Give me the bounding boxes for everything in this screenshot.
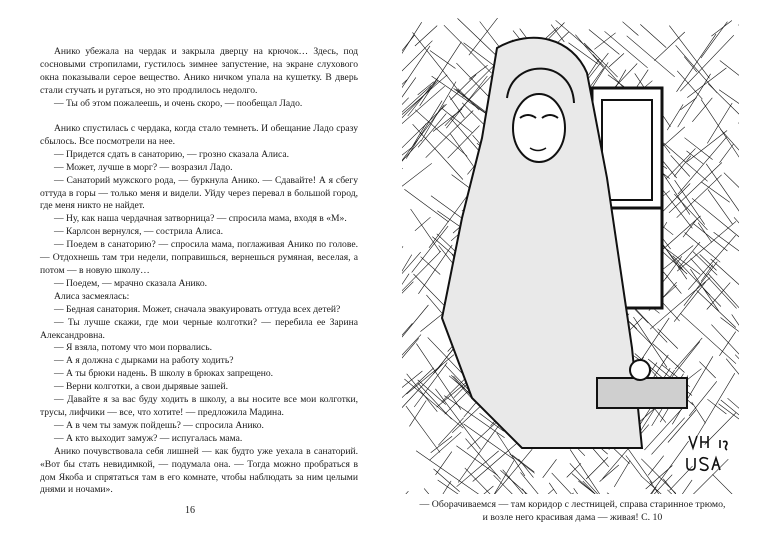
paragraph: — А в чем ты замуж пойдешь? — спросила Анико. <box>54 419 264 431</box>
paragraph: Анико убежала на чердак и закрыла дверцу на крючок… Здесь, под сосновыми стропилами, густилось зимнее запустение, на экране слухового окна показывали серое вещество. Анико ничком упала на кушетку. В дверь стали стучать и ругаться, но это продлилось недолго. <box>40 46 358 96</box>
caption-line: и возле него красивая дама — живая! С. 10 <box>482 511 663 523</box>
paragraph: — А я должна с дырками на работу ходить? <box>54 355 234 367</box>
paragraph: — Бедная санатория. Может, сначала эвакуировать оттуда всех детей? <box>54 303 341 315</box>
paragraph: — Ты об этом пожалеешь, и очень скоро, — пообещал Ладо. <box>54 97 303 109</box>
paragraph: — Ты лучше скажи, где мои черные колготки? — перебила ее Зарина Александровна. <box>40 316 358 341</box>
paragraph: — Санаторий мужского рода, — буркнула Анико. — Сдавайте! А я сбегу оттуда в горы — только меня и видели. Уйду через перевал в большой город, где меня никто не найдет. <box>40 174 358 212</box>
paragraph: — Поедем, — мрачно сказала Анико. <box>54 277 208 289</box>
paragraph: — Поедем в санаторию? — спросила мама, поглаживая Анико по голове. — Отдохнешь там три недели, поправишься, вернешься румяная, веселая, а потом — в новую школу… <box>40 239 358 276</box>
paragraph: Анико спустилась с чердака, когда стало темнеть. И обещание Ладо сразу сбылось. Все посмотрели на нее. <box>40 123 358 147</box>
paragraph: — Может, лучше в морг? — возразил Ладо. <box>54 161 233 173</box>
body-text <box>40 46 358 497</box>
paragraph: — Ну, как наша чердачная затворница? — спросила мама, входя в «М». <box>54 213 347 225</box>
illustration-caption <box>380 499 765 524</box>
right-page <box>380 0 765 540</box>
paragraph: — Давайте я за вас буду ходить в школу, а вы носите все мои колготки, трусы, лифчики — все, что хотите! — предложила Мадина. <box>40 394 358 418</box>
paragraph: Анико почувствовала себя лишней — как будто уже уехала в санаторий. «Вот бы стать невидимкой, — подумала она. — Тогда можно пробраться в дом Якоба и спрятаться там в его комнате, чтобы наблюдать за ним целыми днями и ночами». <box>40 445 358 496</box>
ink-illustration <box>402 18 739 494</box>
paragraph: — А кто выходит замуж? — испугалась мама. <box>54 432 243 444</box>
paragraph: — Карлсон вернулся, — сострила Алиса. <box>54 226 223 238</box>
paragraph: — Я взяла, потому что мои порвались. <box>54 342 213 354</box>
page-number: 16 <box>185 505 195 516</box>
paragraph: — Верни колготки, а свои дырявые зашей. <box>54 381 228 393</box>
paragraph: — Придется сдать в санаторию, — грозно сказала Алиса. <box>54 148 290 160</box>
caption-line: — Оборачиваемся — там коридор с лестницей, справа старинное трюмо, <box>419 499 726 510</box>
left-page <box>0 0 380 540</box>
paragraph: — А ты брюки надень. В школу в брюках запрещено. <box>54 368 274 380</box>
paragraph: Алиса засмеялась: <box>54 290 130 302</box>
